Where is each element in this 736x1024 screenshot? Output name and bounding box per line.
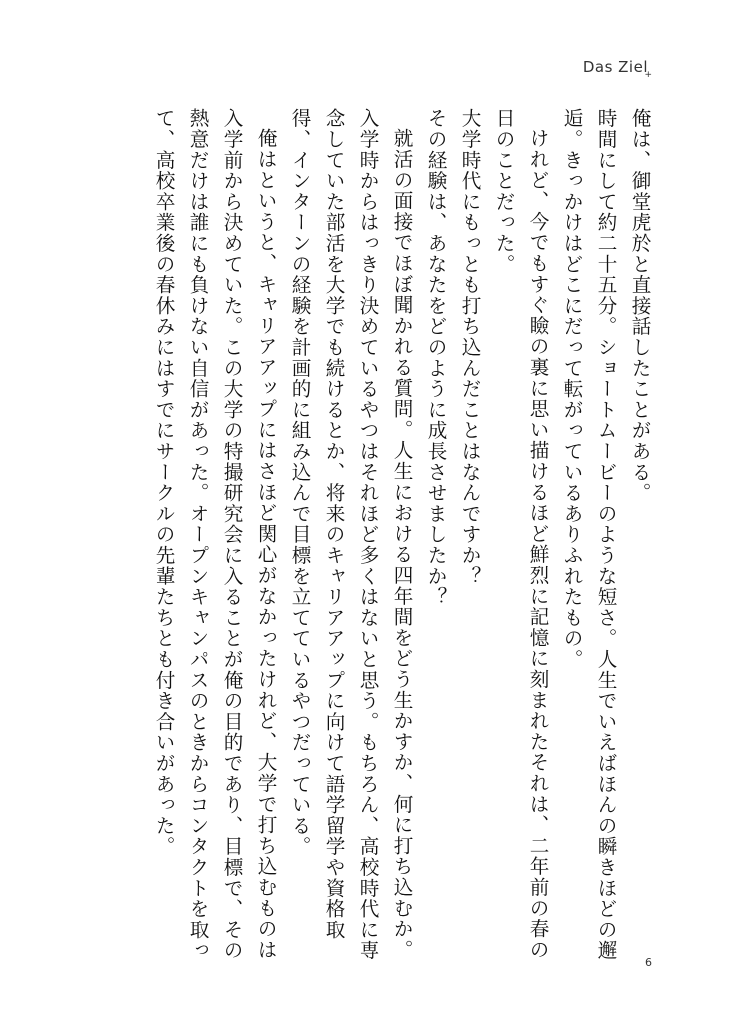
paragraph: 就活の面接でほぼ聞かれる質問。人生における四年間をどう生かすか、何に打ち込むか。入学時からはっきり決めているやつはそれほど多くはないと思う。もちろん、高校時代に専念していた部活を大学でも続けるとか、将来のキャリアアップに向けて語学留学や資格取得、インターンの経験を計画的に組み込んで目標を立てているやつだっている。 xyxy=(288,108,413,961)
paragraph: 大学時代にもっとも打ち込んだことはなんですか？ xyxy=(458,108,481,587)
paragraph: けれど、今でもすぐ瞼の裏に思い描けるほど鮮烈に記憶に刻まれたそれは、二年前の春の日のことだった。 xyxy=(492,108,549,960)
paragraph: 俺はというと、キャリアアップにはさほど関心がなかったけれど、大学で打ち込むものは入学前から決めていた。この大学の特撮研究会に入ることが俺の目的であり、目標で、その熱意だけは誰にも負けない自信があった。オープンキャンパスのときからコンタクトを取って、高校卒業後の春休みにはすでにサークルの先輩たちとも付き合いがあった。 xyxy=(152,108,277,961)
page-number: 6 xyxy=(645,956,652,969)
paragraph: その経験は、あなたをどのように成長させましたか？ xyxy=(424,108,447,608)
body-text xyxy=(146,108,656,968)
paragraph: 俺は、御堂虎於と直接話したことがある。 xyxy=(628,108,651,504)
running-header-mark: + xyxy=(644,70,652,80)
paragraph: 時間にして約二十五分。ショートムービーのような短さ。人生でいえばほんの瞬きほどの邂逅。きっかけはどこにだって転がっているありふれたもの。 xyxy=(560,108,617,961)
running-header-title: Das Ziel xyxy=(582,58,648,76)
